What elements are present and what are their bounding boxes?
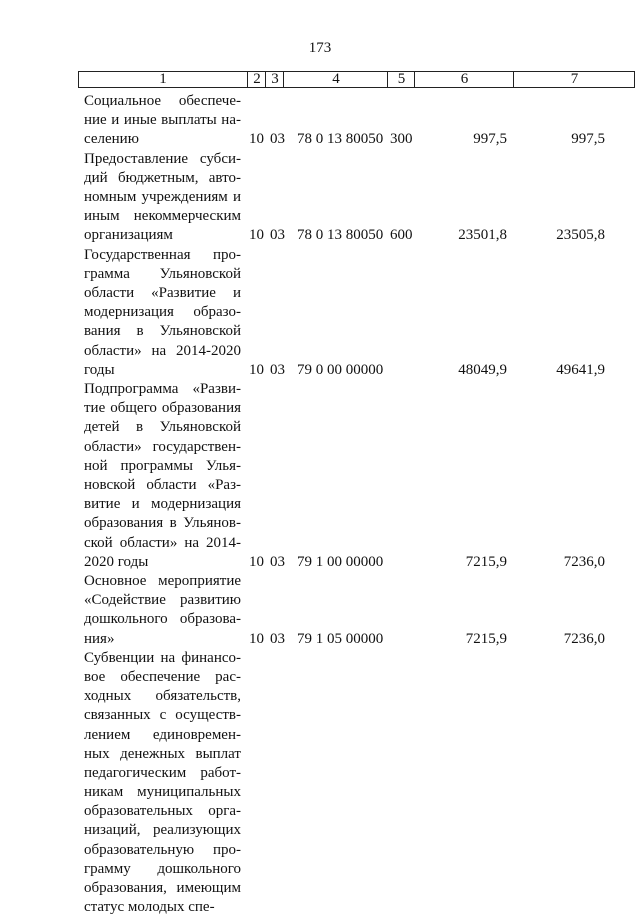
description-line: годы bbox=[84, 361, 115, 378]
subsection-code: 03 bbox=[270, 630, 285, 647]
description-line: тие общего образования bbox=[84, 400, 241, 417]
table-header bbox=[78, 71, 635, 88]
amount-year-2: 7236,0 bbox=[563, 630, 605, 647]
subsection-code: 03 bbox=[270, 361, 285, 378]
amount-year-2: 23505,8 bbox=[556, 227, 605, 244]
amount-year-1: 48049,9 bbox=[458, 361, 507, 378]
description-line: ной программы Улья- bbox=[84, 457, 241, 474]
header-col-6: 6 bbox=[414, 72, 514, 87]
description-line: модернизация образо- bbox=[84, 304, 241, 321]
row-description bbox=[84, 380, 241, 572]
description-line: образовательную про- bbox=[84, 841, 241, 858]
description-line: ходных обязательств, bbox=[84, 688, 241, 705]
description-line: области» государствен- bbox=[84, 438, 241, 455]
description-line: образования, имеющим bbox=[84, 880, 241, 897]
expense-type-code: 600 bbox=[390, 227, 413, 244]
description-line: грамму дошкольного bbox=[84, 860, 241, 877]
description-line: детей в Ульяновской bbox=[84, 419, 241, 436]
description-line: ние и иные выплаты на- bbox=[84, 112, 241, 129]
description-line: Субвенции на финансо- bbox=[84, 649, 241, 666]
description-line: вания в Ульяновской bbox=[84, 323, 241, 340]
description-line: образовательных орга- bbox=[84, 803, 241, 820]
description-line: Предоставление субси- bbox=[84, 150, 241, 167]
amount-year-1: 23501,8 bbox=[458, 227, 507, 244]
description-line: «Содействие развитию bbox=[84, 592, 241, 609]
header-col-5: 5 bbox=[387, 72, 415, 87]
description-line: Основное мероприятие bbox=[84, 573, 241, 589]
description-line: образования в Ульянов- bbox=[84, 515, 241, 532]
header-col-4: 4 bbox=[283, 72, 388, 87]
description-line: новской области «Раз- bbox=[84, 476, 241, 493]
row-values bbox=[0, 226, 640, 245]
target-article-code: 79 1 05 00000 bbox=[297, 630, 384, 647]
description-line: области «Развитие и bbox=[84, 284, 241, 301]
expense-type-code: 300 bbox=[390, 131, 413, 148]
description-line: лением единовремен- bbox=[84, 726, 241, 743]
amount-year-1: 7215,9 bbox=[465, 553, 507, 570]
page-number: 173 bbox=[308, 40, 332, 56]
description-line: грамма Ульяновской bbox=[84, 265, 241, 282]
header-col-2: 2 bbox=[247, 72, 266, 87]
subsection-code: 03 bbox=[270, 227, 285, 244]
header-col-3: 3 bbox=[265, 72, 284, 87]
row-description bbox=[84, 649, 241, 917]
header-col-7: 7 bbox=[513, 72, 635, 87]
target-article-code: 79 1 00 00000 bbox=[297, 553, 384, 570]
section-code: 10 bbox=[249, 553, 264, 570]
subsection-code: 03 bbox=[270, 553, 285, 570]
header-col-1: 1 bbox=[159, 71, 167, 87]
description-line: Социальное обеспече- bbox=[84, 93, 241, 109]
target-article-code: 78 0 13 80050 bbox=[297, 227, 384, 244]
description-line: организациям bbox=[84, 227, 173, 244]
section-code: 10 bbox=[249, 630, 264, 647]
row-values bbox=[0, 130, 640, 149]
description-line: ния» bbox=[84, 630, 115, 647]
row-values bbox=[0, 630, 640, 649]
description-line: дий бюджетным, авто- bbox=[84, 169, 241, 186]
row-values bbox=[0, 361, 640, 380]
section-code: 10 bbox=[249, 131, 264, 148]
description-line: никам муниципальных bbox=[84, 784, 241, 801]
section-code: 10 bbox=[249, 361, 264, 378]
amount-year-2: 7236,0 bbox=[563, 553, 605, 570]
description-line: номным учреждениям и bbox=[84, 188, 241, 205]
amount-year-1: 7215,9 bbox=[465, 630, 507, 647]
description-line: иным некоммерческим bbox=[84, 208, 241, 225]
row-description bbox=[84, 246, 241, 380]
subsection-code: 03 bbox=[270, 131, 285, 148]
amount-year-1: 997,5 bbox=[473, 131, 507, 148]
target-article-code: 78 0 13 80050 bbox=[297, 131, 384, 148]
description-line: 2020 годы bbox=[84, 553, 149, 570]
description-line: связанных с осуществ- bbox=[84, 707, 241, 724]
description-line: статус молодых спе- bbox=[84, 899, 215, 916]
description-line: вое обеспечение рас- bbox=[84, 668, 241, 685]
description-line: Государственная про- bbox=[84, 246, 241, 263]
description-line: дошкольного образова- bbox=[84, 611, 241, 628]
amount-year-2: 49641,9 bbox=[556, 361, 605, 378]
amount-year-2: 997,5 bbox=[571, 131, 605, 148]
row-values bbox=[0, 898, 640, 917]
description-line: селению bbox=[84, 131, 139, 148]
description-line: низаций, реализующих bbox=[84, 822, 241, 839]
description-line: педагогическим работ- bbox=[84, 764, 241, 781]
target-article-code: 79 0 00 00000 bbox=[297, 361, 384, 378]
row-values bbox=[0, 553, 640, 572]
description-line: ных денежных выплат bbox=[84, 745, 241, 762]
description-line: ской области» на 2014- bbox=[84, 534, 241, 551]
description-line: Подпрограмма «Разви- bbox=[84, 381, 241, 397]
description-line: витие и модернизация bbox=[84, 496, 241, 513]
section-code: 10 bbox=[249, 227, 264, 244]
description-line: области» на 2014-2020 bbox=[84, 342, 241, 359]
